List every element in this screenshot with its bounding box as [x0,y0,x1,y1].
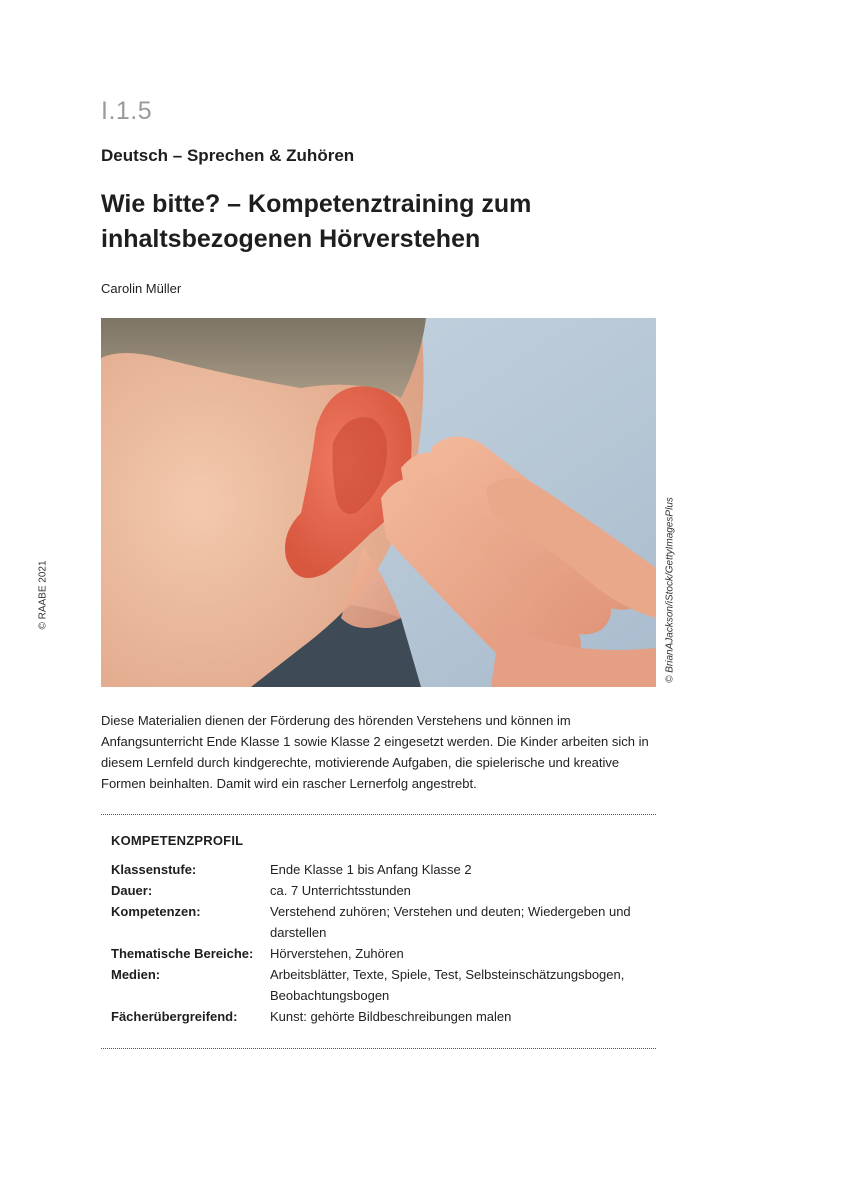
profile-row [111,901,651,943]
photo-credit: © BrianAJackson/iStock/GettyImagesPlus [664,497,676,683]
profile-value: Verstehend zuhören; Verstehen und deuten; Wiedergeben und darstellen [270,904,631,940]
divider-bottom [101,1048,656,1049]
page-title: Wie bitte? – Kompetenztraining zum inhaltsbezogenen Hörverstehen [101,190,532,253]
intro-paragraph: Diese Materialien dienen der Förderung des hörenden Verstehens und können im Anfangsunterricht Ende Klasse 1 sowie Klasse 2 eingesetzt werden. Die Kinder arbeiten sich in diesem Lernfeld durch kindgerechte, motivierende Aufgaben, die spielerische und kreative Formen beinhalten. Damit wird ein rascher Lernerfolg angestrebt. [101,713,649,791]
divider-top [101,814,656,815]
unit-code: I.1.5 [101,97,153,125]
profile-label: Fächerübergreifend: [111,1009,238,1024]
profile-row [111,859,651,880]
profile-row [111,880,651,901]
profile-row [111,1006,651,1027]
author-name: Carolin Müller [101,281,182,296]
profile-label: Thematische Bereiche: [111,946,254,961]
profile-row [111,943,651,964]
profile-value: Kunst: gehörte Bildbeschreibungen malen [270,1009,512,1024]
profile-label: Medien: [111,967,161,982]
ear-photo [101,318,656,687]
profile-label: Kompetenzen: [111,904,201,919]
profile-value: Arbeitsblätter, Texte, Spiele, Test, Selbsteinschätzungsbogen, Beobachtungsbogen [270,967,625,1003]
copyright-note: © RAABE 2021 [37,560,49,630]
profile-value: Hörverstehen, Zuhören [270,946,404,961]
profile-label: Dauer: [111,883,153,898]
subject-line: Deutsch – Sprechen & Zuhören [101,146,355,165]
profile-label: Klassenstufe: [111,862,197,877]
profile-row [111,964,651,1006]
profile-value: Ende Klasse 1 bis Anfang Klasse 2 [270,862,472,877]
profile-value: ca. 7 Unterrichtsstunden [270,883,411,898]
profile-heading: KOMPETENZPROFIL [111,833,244,848]
competence-profile [111,833,651,1027]
